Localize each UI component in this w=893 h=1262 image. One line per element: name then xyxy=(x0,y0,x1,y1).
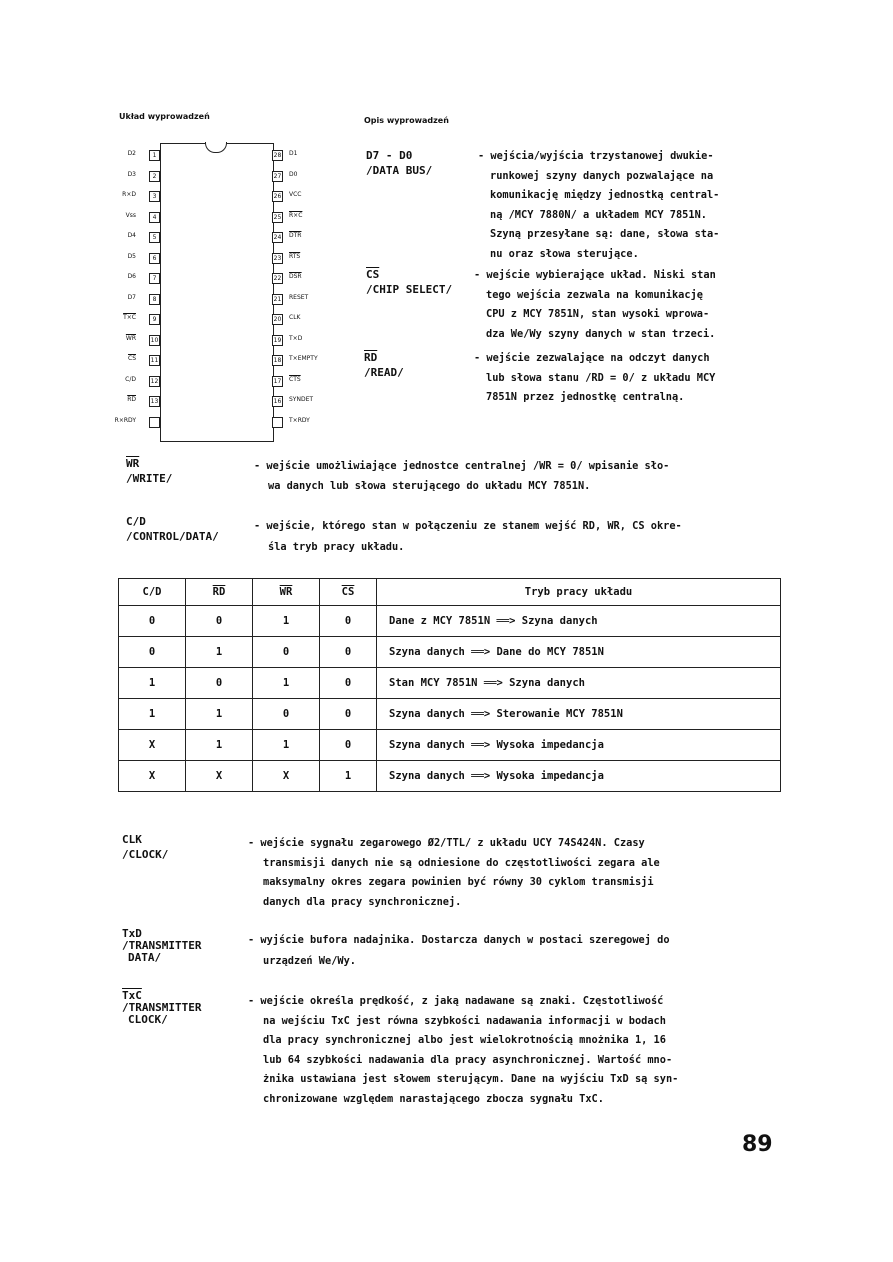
right-pin-number: 16 xyxy=(273,398,282,405)
col-header-cs: $\overline{CS}$ xyxy=(320,579,377,606)
right-pin-number: 22 xyxy=(273,275,282,282)
left-pin-label: Vss xyxy=(125,211,136,219)
desc-line: komunikację między jednostką central- xyxy=(490,189,720,201)
left-pin-label: D2 xyxy=(127,150,136,157)
signal-alias: /CHIP SELECT/ xyxy=(366,283,453,296)
right-pin-label: T×EMPTY xyxy=(289,355,318,362)
signal-alias: /TRANSMITTER xyxy=(122,939,202,952)
desc-txc xyxy=(248,992,678,1110)
cell-mode: Szyna danych ══> Wysoka impedancja xyxy=(377,761,781,792)
desc-line: runkowej szyny danych pozwalające na xyxy=(490,169,714,182)
desc-line: CPU z MCY 7851N, stan wysoki wprowa- xyxy=(486,308,710,320)
cell-cd: 0 xyxy=(119,606,186,637)
chip-body xyxy=(160,143,274,442)
right-pin-label: RESET xyxy=(289,293,309,301)
desc-line: ną /MCY 7880N/ a układem MCY 7851N. xyxy=(490,208,707,221)
cell-rd: 0 xyxy=(186,668,253,699)
left-pin-label: D6 xyxy=(127,273,136,280)
desc-line: Szyną przesyłane są: dane, słowa sta- xyxy=(490,228,720,240)
cell-rd: 1 xyxy=(186,699,253,730)
desc-clock xyxy=(248,834,660,912)
left-pin-number xyxy=(149,417,160,428)
right-pin-number: 27 xyxy=(273,172,282,180)
left-pin-label: $\overline{RD}$ xyxy=(127,396,136,403)
cell-rd: 1 xyxy=(186,637,253,668)
desc-line: - wejście zezwalające na odczyt danych xyxy=(474,352,710,364)
cell-cs: 0 xyxy=(320,606,377,637)
signal-name: $\overline{CS}$ xyxy=(366,268,380,281)
table-row xyxy=(119,668,781,699)
cell-cd: X xyxy=(119,761,186,792)
left-pin-number: 5 xyxy=(149,232,160,243)
right-pin-number: 21 xyxy=(273,295,282,303)
cell-cs: 0 xyxy=(320,668,377,699)
signal-alias-cont: DATA/ xyxy=(128,951,162,964)
right-pin-label: $\overline{DTR}$ xyxy=(289,232,302,239)
left-pin-label: D3 xyxy=(127,170,136,178)
signal-alias: /TRANSMITTER xyxy=(122,1001,202,1014)
cell-cs: 0 xyxy=(320,637,377,668)
desc-line: lub 64 szybkości nadawania dla pracy asynchronicznej. Wartość mno- xyxy=(263,1053,673,1066)
cell-wr: X xyxy=(253,761,320,792)
right-pin-number: 17 xyxy=(273,377,282,385)
left-pin-label: $\overline{WR}$ xyxy=(125,334,136,342)
cell-mode: Szyna danych ══> Dane do MCY 7851N xyxy=(377,637,781,668)
desc-line: maksymalny okres zegara powinien być równy 30 cyklom transmisji xyxy=(263,876,654,889)
col-header-mode: Tryb pracy układu xyxy=(377,579,781,606)
cell-wr: 0 xyxy=(253,699,320,730)
cell-wr: 1 xyxy=(253,668,320,699)
table-row xyxy=(119,761,781,792)
signal-alias: /DATA BUS/ xyxy=(366,164,433,177)
left-pin-label: C/D xyxy=(125,375,136,383)
desc-line: lub słowa stanu /RD = 0/ z układu MCY xyxy=(486,371,716,384)
cell-cd: X xyxy=(119,730,186,761)
right-pin-number: 24 xyxy=(273,234,282,241)
desc-line: tego wejścia zezwala na komunikację xyxy=(486,288,703,301)
desc-txd xyxy=(248,930,670,972)
table-row xyxy=(119,606,781,637)
col-header-cd: C/D xyxy=(119,579,186,606)
desc-line: urządzeń We/Wy. xyxy=(263,955,356,967)
col-header-rd: $\overline{RD}$ xyxy=(186,579,253,606)
operating-mode-table xyxy=(118,578,781,792)
left-pin-number: 2 xyxy=(149,171,160,182)
desc-line: 7851N przez jednostkę centralną. xyxy=(486,391,685,403)
table-row xyxy=(119,699,781,730)
cell-cd: 1 xyxy=(119,699,186,730)
cell-cs: 0 xyxy=(320,730,377,761)
left-pin-number: 6 xyxy=(149,253,160,264)
desc-line: - wejście wybierające układ. Niski stan xyxy=(474,269,716,281)
right-pin-label: T×D xyxy=(289,334,303,342)
cell-rd: 1 xyxy=(186,730,253,761)
right-pin-label: $\overline{RTS}$ xyxy=(289,252,301,260)
right-pin-label: $\overline{CTS}$ xyxy=(289,375,301,383)
signal-name: C/D xyxy=(126,515,146,528)
right-pin-label: D1 xyxy=(289,150,298,157)
signal-write xyxy=(126,456,172,486)
signal-name: $\overline{RD}$ xyxy=(364,351,378,364)
left-pin-number: 3 xyxy=(149,191,160,202)
signal-alias: /READ/ xyxy=(364,366,404,379)
signal-txd xyxy=(122,928,201,964)
right-pin-number: 23 xyxy=(273,254,282,262)
right-pin-number: 25 xyxy=(273,213,282,221)
cell-cs: 1 xyxy=(320,761,377,792)
desc-line: - wejście określa prędkość, z jaką nadawane są znaki. Częstotliwość xyxy=(248,995,664,1007)
right-pin-label: D0 xyxy=(289,170,298,178)
desc-line: - wejście sygnału zegarowego Ø2/TTL/ z układu UCY 74S424N. Czasy xyxy=(248,837,645,849)
table-row xyxy=(119,637,781,668)
desc-line: dza We/Wy szyny danych w stan trzeci. xyxy=(486,327,716,340)
right-pin-label: VCC xyxy=(289,191,302,198)
signal-clock xyxy=(122,832,168,862)
table-header-row xyxy=(119,579,781,606)
right-pin-label: R×C xyxy=(289,211,303,219)
cell-rd: X xyxy=(186,761,253,792)
signal-name: TxD xyxy=(122,927,142,940)
pinout-heading: Układ wyprowadzeń xyxy=(119,112,210,121)
left-pin-label: R×RDY xyxy=(114,416,136,424)
cell-cs: 0 xyxy=(320,699,377,730)
left-pin-number: 7 xyxy=(149,273,160,284)
left-pin-label: R×D xyxy=(122,191,136,198)
desc-line: - wyjście bufora nadajnika. Dostarcza danych w postaci szeregowej do xyxy=(248,934,670,946)
cell-mode: Szyna danych ══> Sterowanie MCY 7851N xyxy=(377,699,781,730)
left-pin-number: 4 xyxy=(149,212,160,223)
desc-line: transmisji danych nie są odniesione do częstotliwości zegara ale xyxy=(263,856,660,869)
desc-read xyxy=(474,349,715,408)
signal-alias: /WRITE/ xyxy=(126,472,173,485)
cell-mode: Szyna danych ══> Wysoka impedancja xyxy=(377,730,781,761)
left-pin-label: D4 xyxy=(127,232,136,239)
cell-wr: 1 xyxy=(253,730,320,761)
table-body xyxy=(119,606,781,792)
right-pin-number: 18 xyxy=(273,357,282,364)
left-pin-label: D7 xyxy=(127,293,136,301)
desc-data-bus xyxy=(478,147,719,264)
right-pin-number xyxy=(272,417,283,428)
left-pin-label: $\overline{CS}$ xyxy=(128,355,136,362)
signal-data-bus xyxy=(366,148,432,178)
right-pin-number: 19 xyxy=(273,336,282,344)
signal-name: D7 - D0 xyxy=(366,149,413,162)
cell-mode: Dane z MCY 7851N ══> Szyna danych xyxy=(377,606,781,637)
desc-chip-select xyxy=(474,266,716,344)
table-row xyxy=(119,730,781,761)
cell-rd: 0 xyxy=(186,606,253,637)
right-pin-label: T×RDY xyxy=(289,416,310,424)
signal-read xyxy=(364,350,404,380)
desc-line: nu oraz słowa sterujące. xyxy=(490,247,639,260)
signal-chip-select xyxy=(366,267,452,297)
desc-line: wa danych lub słowa sterującego do układu MCY 7851N. xyxy=(268,480,591,492)
cell-cd: 1 xyxy=(119,668,186,699)
cell-cd: 0 xyxy=(119,637,186,668)
signal-name: $\overline{TxC}$ xyxy=(122,989,142,1002)
desc-control-data xyxy=(254,516,682,558)
right-pin-number: 26 xyxy=(273,193,282,200)
right-pin-label: CLK xyxy=(289,314,301,321)
cell-wr: 1 xyxy=(253,606,320,637)
desc-line: żnika ustawiana jest słowem sterującym. Dane na wyjściu TxD są syn- xyxy=(263,1073,679,1086)
right-pin-label: SYNDET xyxy=(289,396,314,403)
desc-line: dla pracy synchronicznej albo jest wielokrotnością mnożnika 1, 16 xyxy=(263,1034,666,1047)
desc-line: na wejściu TxC jest równa szybkości nadawania informacji w bodach xyxy=(263,1014,666,1027)
page-number: 89 xyxy=(742,1132,773,1157)
desc-write xyxy=(254,456,669,496)
left-pin-label: D5 xyxy=(127,252,136,260)
desc-line: - wejście, którego stan w połączeniu ze stanem wejść RD, WR, CS okre- xyxy=(254,520,682,532)
right-pin-number: 28 xyxy=(273,152,282,159)
left-pin-number: 8 xyxy=(149,294,160,305)
signal-name: $\overline{WR}$ xyxy=(126,457,140,470)
desc-line: - wejście umożliwiające jednostce centralnej /WR = 0/ wpisanie sło- xyxy=(254,460,670,472)
cell-mode: Stan MCY 7851N ══> Szyna danych xyxy=(377,668,781,699)
desc-line: danych dla pracy synchronicznej. xyxy=(263,895,462,908)
left-pin-number: 13 xyxy=(150,398,159,405)
left-pin-number: 11 xyxy=(150,357,159,364)
desc-line: chronizowane względem narastającego zbocza sygnału TxC. xyxy=(263,1092,604,1105)
left-pin-number: 12 xyxy=(150,377,159,385)
right-pin-label: $\overline{DSR}$ xyxy=(289,273,302,280)
right-pin-number: 20 xyxy=(273,316,282,323)
left-pin-number: 1 xyxy=(149,150,160,161)
cell-wr: 0 xyxy=(253,637,320,668)
desc-line: - wejścia/wyjścia trzystanowej dwukie- xyxy=(478,150,714,162)
col-header-wr: $\overline{WR}$ xyxy=(253,579,320,606)
desc-line: śla tryb pracy układu. xyxy=(268,541,405,553)
signal-name: CLK xyxy=(122,833,142,846)
signal-control-data xyxy=(126,514,219,544)
signal-alias: /CLOCK/ xyxy=(122,848,169,861)
pin-description-heading: Opis wyprowadzeń xyxy=(364,116,449,125)
left-pin-label: T×C xyxy=(123,314,136,321)
signal-alias: /CONTROL/DATA/ xyxy=(126,530,219,543)
signal-txc xyxy=(122,990,201,1026)
signal-alias-cont: CLOCK/ xyxy=(128,1013,168,1026)
left-pin-number: 10 xyxy=(150,336,159,344)
left-pin-number: 9 xyxy=(149,314,160,325)
